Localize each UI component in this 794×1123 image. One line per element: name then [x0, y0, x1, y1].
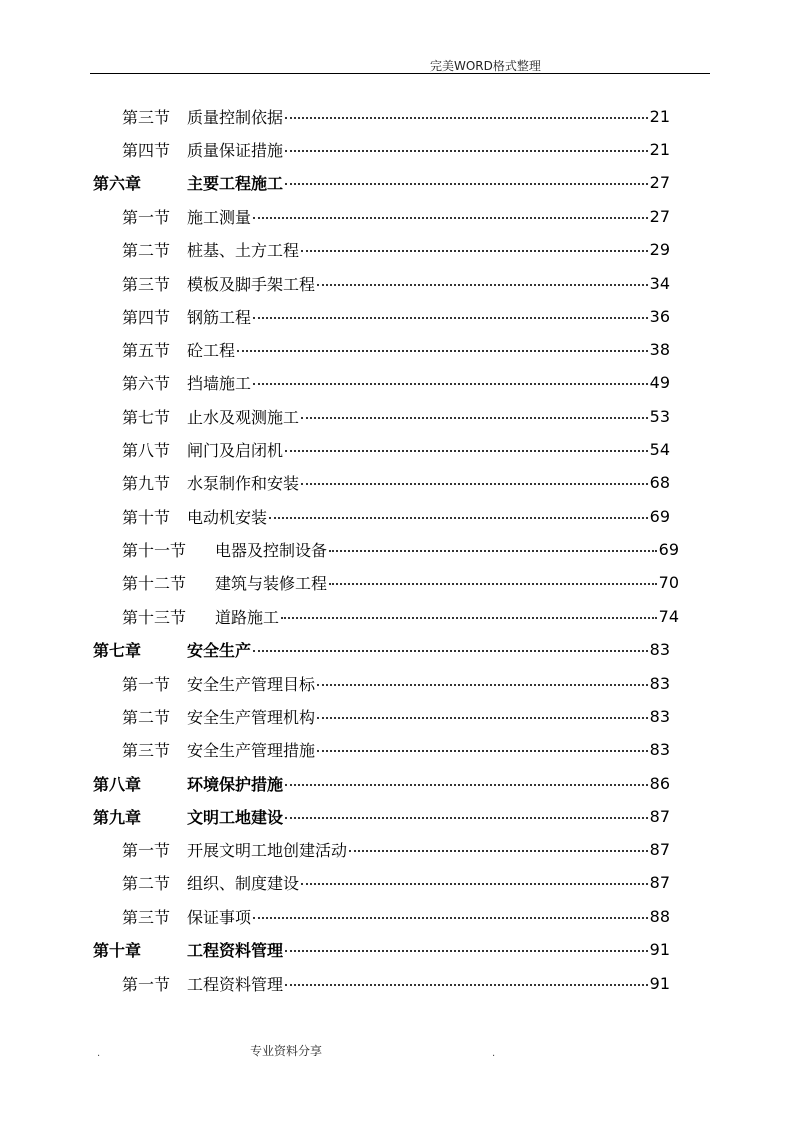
toc-entry-section[interactable] [122, 470, 670, 494]
toc-page-number: 29 [649, 239, 670, 259]
toc-chapter-title: 环境保护措施 [187, 774, 284, 794]
toc-page-number: 69 [649, 506, 670, 526]
toc-entry-section[interactable] [122, 204, 670, 228]
toc-page-number: 54 [649, 439, 670, 459]
toc-chapter-number: 第六章 [93, 173, 142, 193]
toc-page-number: 86 [649, 773, 670, 793]
toc-section-number: 第二节 [122, 873, 171, 893]
toc-entry-chapter[interactable] [93, 804, 670, 828]
toc-section-title: 挡墙施工 [187, 373, 252, 393]
toc-entry-section[interactable] [122, 737, 670, 761]
toc-dot-leader [281, 617, 657, 619]
toc-entry-section[interactable] [122, 570, 679, 594]
toc-section-number: 第九节 [122, 473, 171, 493]
toc-entry-section[interactable] [122, 271, 670, 295]
toc-section-number: 第一节 [122, 840, 171, 860]
toc-section-number: 第二节 [122, 240, 171, 260]
toc-page-number: 27 [649, 206, 670, 226]
toc-section-title: 安全生产管理机构 [187, 707, 316, 727]
toc-entry-section[interactable] [122, 904, 670, 928]
toc-section-number: 第六节 [122, 373, 171, 393]
toc-section-number: 第三节 [122, 274, 171, 294]
toc-dot-leader [317, 684, 648, 686]
toc-section-number: 第十二节 [122, 573, 187, 593]
toc-page-number: 83 [649, 673, 670, 693]
toc-entry-section[interactable] [122, 971, 670, 995]
toc-section-number: 第四节 [122, 307, 171, 327]
toc-entry-chapter[interactable] [93, 170, 670, 194]
toc-section-title: 保证事项 [187, 907, 252, 927]
toc-section-number: 第十三节 [122, 607, 187, 627]
toc-dot-leader [253, 317, 648, 319]
toc-dot-leader [317, 717, 648, 719]
toc-dot-leader [285, 950, 648, 952]
toc-entry-chapter[interactable] [93, 771, 670, 795]
toc-entry-section[interactable] [122, 304, 670, 328]
toc-chapter-number: 第九章 [93, 807, 142, 827]
toc-page-number: 21 [649, 139, 670, 159]
toc-page-number: 21 [649, 106, 670, 126]
toc-page-number: 49 [649, 372, 670, 392]
toc-page-number: 88 [649, 906, 670, 926]
toc-page-number: 91 [649, 939, 670, 959]
toc-dot-leader [301, 417, 648, 419]
toc-entry-section[interactable] [122, 837, 670, 861]
toc-section-title: 工程资料管理 [187, 974, 284, 994]
toc-entry-section[interactable] [122, 671, 670, 695]
toc-chapter-title: 安全生产 [187, 640, 252, 660]
toc-chapter-title: 工程资料管理 [187, 940, 284, 960]
toc-page-number: 53 [649, 406, 670, 426]
header-rule [90, 73, 710, 74]
toc-section-number: 第十节 [122, 507, 171, 527]
toc-dot-leader [285, 183, 648, 185]
toc-dot-leader [285, 117, 648, 119]
toc-dot-leader [253, 383, 648, 385]
toc-section-title: 钢筋工程 [187, 307, 252, 327]
toc-page-number: 87 [649, 839, 670, 859]
toc-dot-leader [301, 483, 648, 485]
toc-section-number: 第七节 [122, 407, 171, 427]
toc-page-number: 69 [658, 539, 679, 559]
toc-entry-section[interactable] [122, 504, 670, 528]
toc-chapter-number: 第八章 [93, 774, 142, 794]
toc-dot-leader [301, 883, 648, 885]
toc-section-title: 水泵制作和安装 [187, 473, 300, 493]
toc-dot-leader [285, 817, 648, 819]
toc-section-number: 第三节 [122, 107, 171, 127]
toc-entry-section[interactable] [122, 604, 679, 628]
toc-section-title: 安全生产管理措施 [187, 740, 316, 760]
toc-section-number: 第五节 [122, 340, 171, 360]
toc-page-number: 27 [649, 172, 670, 192]
toc-dot-leader [301, 250, 648, 252]
toc-page-number: 38 [649, 339, 670, 359]
toc-entry-section[interactable] [122, 704, 670, 728]
toc-section-number: 第十一节 [122, 540, 187, 560]
page-footer-text: 专业资料分享 [250, 1044, 323, 1058]
toc-dot-leader [317, 284, 648, 286]
toc-page-number: 70 [658, 572, 679, 592]
toc-section-number: 第三节 [122, 740, 171, 760]
toc-dot-leader [329, 583, 657, 585]
toc-section-title: 施工测量 [187, 207, 252, 227]
toc-entry-chapter[interactable] [93, 637, 670, 661]
toc-dot-leader [285, 984, 648, 986]
toc-section-title: 建筑与装修工程 [215, 573, 328, 593]
toc-section-number: 第四节 [122, 140, 171, 160]
toc-entry-section[interactable] [122, 137, 670, 161]
toc-section-title: 电动机安装 [187, 507, 268, 527]
toc-section-title: 质量保证措施 [187, 140, 284, 160]
toc-page-number: 74 [658, 606, 679, 626]
toc-dot-leader [349, 850, 648, 852]
toc-section-title: 道路施工 [215, 607, 280, 627]
toc-dot-leader [253, 650, 648, 652]
toc-entry-section[interactable] [122, 104, 670, 128]
toc-dot-leader [285, 784, 648, 786]
toc-section-number: 第二节 [122, 707, 171, 727]
toc-chapter-title: 主要工程施工 [187, 173, 284, 193]
toc-page-number: 36 [649, 306, 670, 326]
footer-dot-right: . [492, 1048, 496, 1059]
footer-dot-left: . [97, 1048, 101, 1059]
toc-chapter-title: 文明工地建设 [187, 807, 284, 827]
toc-chapter-number: 第七章 [93, 640, 142, 660]
toc-dot-leader [237, 350, 648, 352]
toc-section-title: 止水及观测施工 [187, 407, 300, 427]
toc-dot-leader [285, 150, 648, 152]
toc-entry-section[interactable] [122, 437, 670, 461]
toc-section-title: 安全生产管理目标 [187, 674, 316, 694]
toc-section-number: 第一节 [122, 207, 171, 227]
toc-entry-section[interactable] [122, 337, 670, 361]
toc-section-title: 闸门及启闭机 [187, 440, 284, 460]
toc-page-number: 87 [649, 872, 670, 892]
toc-section-title: 质量控制依据 [187, 107, 284, 127]
toc-section-title: 桩基、土方工程 [187, 240, 300, 260]
toc-section-title: 模板及脚手架工程 [187, 274, 316, 294]
toc-entry-section[interactable] [122, 537, 679, 561]
toc-section-title: 组织、制度建设 [187, 873, 300, 893]
toc-entry-section[interactable] [122, 870, 670, 894]
toc-page-number: 83 [649, 739, 670, 759]
toc-page-number: 34 [649, 273, 670, 293]
toc-dot-leader [329, 550, 657, 552]
toc-page-number: 68 [649, 472, 670, 492]
page-header-title: 完美WORD格式整理 [430, 59, 541, 73]
toc-section-number: 第一节 [122, 674, 171, 694]
toc-dot-leader [269, 517, 648, 519]
toc-chapter-number: 第十章 [93, 940, 142, 960]
toc-page-number: 83 [649, 706, 670, 726]
toc-entry-section[interactable] [122, 237, 670, 261]
toc-section-title: 开展文明工地创建活动 [187, 840, 348, 860]
toc-page-number: 83 [649, 639, 670, 659]
toc-section-number: 第三节 [122, 907, 171, 927]
toc-dot-leader [253, 217, 648, 219]
toc-section-title: 电器及控制设备 [215, 540, 328, 560]
toc-entry-section[interactable] [122, 370, 670, 394]
toc-section-title: 砼工程 [187, 340, 236, 360]
toc-dot-leader [253, 917, 648, 919]
toc-section-number: 第八节 [122, 440, 171, 460]
toc-dot-leader [317, 750, 648, 752]
toc-entry-chapter[interactable] [93, 937, 670, 961]
toc-entry-section[interactable] [122, 404, 670, 428]
toc-page-number: 87 [649, 806, 670, 826]
toc-section-number: 第一节 [122, 974, 171, 994]
toc-page-number: 91 [649, 973, 670, 993]
toc-dot-leader [285, 450, 648, 452]
